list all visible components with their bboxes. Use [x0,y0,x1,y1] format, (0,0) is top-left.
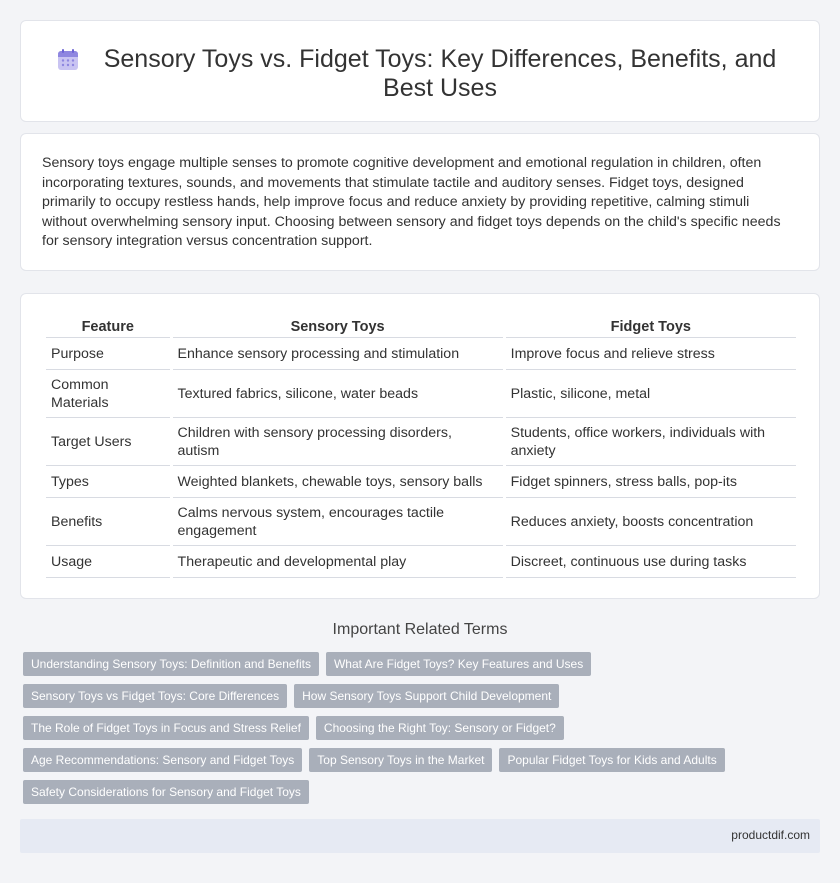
feature-cell: Types [46,466,170,498]
related-terms-heading: Important Related Terms [332,621,508,638]
feature-cell: Target Users [46,418,170,466]
feature-cell: Purpose [46,338,170,370]
table-row [46,466,796,498]
table-row [46,418,796,466]
related-term-tag[interactable]: Safety Considerations for Sensory and Fidget Toys [23,780,309,804]
header-fidget-toys: Fidget Toys [506,314,796,338]
related-term-tag[interactable]: Age Recommendations: Sensory and Fidget Toys [23,748,302,772]
sensory-cell: Therapeutic and developmental play [173,546,503,578]
related-terms-list [23,652,783,812]
table-row [46,338,796,370]
fidget-cell: Plastic, silicone, metal [506,370,796,418]
table-row [46,498,796,546]
related-term-tag[interactable]: What Are Fidget Toys? Key Features and Uses [326,652,591,676]
related-term-tag[interactable]: How Sensory Toys Support Child Development [294,684,559,708]
sensory-cell: Weighted blankets, chewable toys, sensory balls [173,466,503,498]
feature-cell: Benefits [46,498,170,546]
table-row [46,370,796,418]
title-card [20,20,820,122]
footer-site-link[interactable]: productdif.com [731,828,810,842]
header-feature: Feature [46,314,170,338]
comparison-table [43,314,799,578]
intro-card [20,133,820,271]
fidget-cell: Discreet, continuous use during tasks [506,546,796,578]
table-header-row [46,314,796,338]
feature-cell: Common Materials [46,370,170,418]
related-term-tag[interactable]: Choosing the Right Toy: Sensory or Fidget? [316,716,564,740]
feature-cell: Usage [46,546,170,578]
page-title: Sensory Toys vs. Fidget Toys: Key Differences, Benefits, and Best Uses [103,45,777,102]
related-term-tag[interactable]: Popular Fidget Toys for Kids and Adults [499,748,724,772]
comparison-card [20,293,820,599]
related-term-tag[interactable]: Top Sensory Toys in the Market [309,748,492,772]
sensory-cell: Enhance sensory processing and stimulation [173,338,503,370]
table-row [46,546,796,578]
related-term-tag[interactable]: Understanding Sensory Toys: Definition and Benefits [23,652,319,676]
fidget-cell: Reduces anxiety, boosts concentration [506,498,796,546]
fidget-cell: Fidget spinners, stress balls, pop-its [506,466,796,498]
sensory-cell: Textured fabrics, silicone, water beads [173,370,503,418]
sensory-cell: Children with sensory processing disorders, autism [173,418,503,466]
fidget-cell: Students, office workers, individuals with anxiety [506,418,796,466]
related-term-tag[interactable]: Sensory Toys vs Fidget Toys: Core Differences [23,684,287,708]
sensory-cell: Calms nervous system, encourages tactile engagement [173,498,503,546]
footer [20,819,820,853]
related-term-tag[interactable]: The Role of Fidget Toys in Focus and Stress Relief [23,716,309,740]
header-sensory-toys: Sensory Toys [173,314,503,338]
intro-paragraph: Sensory toys engage multiple senses to promote cognitive development and emotional regulation in children, often incorporating textures, sounds, and movements that stimulate tactile and auditory senses. Fidget toys, designed primarily to occupy restless hands, help improve focus and reduce anxiety by providing repetitive, calming stimuli without overwhelming sensory input. Choosing between sensory and fidget toys depends on the child's specific needs for sensory integration versus concentration support. [42,155,781,249]
fidget-cell: Improve focus and relieve stress [506,338,796,370]
